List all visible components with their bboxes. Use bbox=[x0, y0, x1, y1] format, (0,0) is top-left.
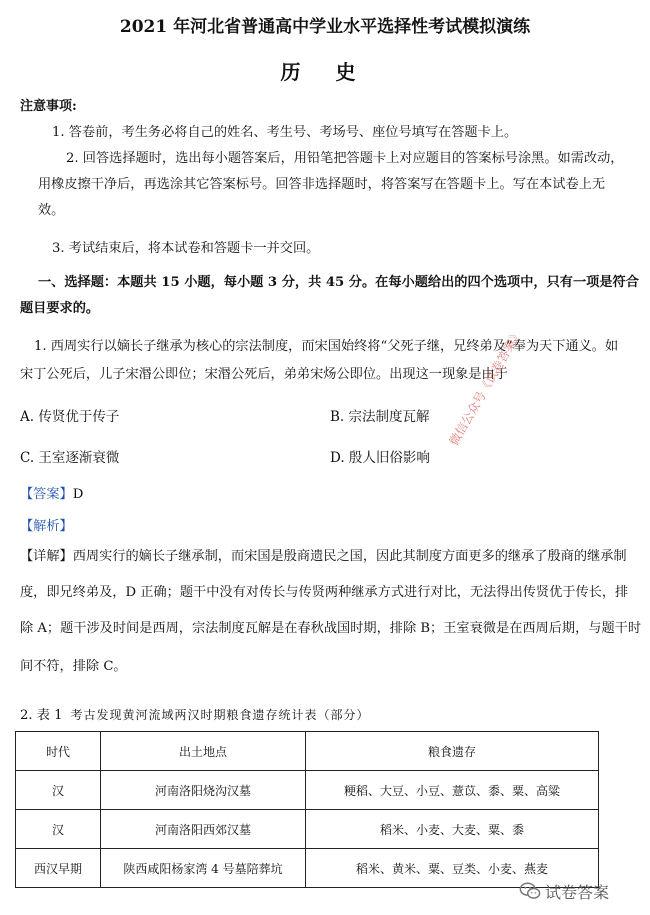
table-cell: 陕西咸阳杨家湾 4 号墓陪葬坑 bbox=[101, 849, 306, 888]
table-cell: 粳稻、大豆、小豆、薏苡、黍、粟、高粱 bbox=[306, 771, 599, 810]
question-1-stem: 1. 西周实行以嫡长子继承为核心的宗法制度，而宋国始终将“父死子继，兄终弟及”奉为天下通义。如 bbox=[34, 339, 619, 354]
notice-item: 3. 考试结束后，将本试卷和答题卡一并交回。 bbox=[52, 241, 320, 256]
detail-text: 西周实行的嫡长子继承制，而宋国是殷商遗民之国，因此其制度方面更多的继承了殷商的继承制 bbox=[72, 549, 627, 564]
notice-item: 1. 答卷前，考生务必将自己的姓名、考生号、考场号、座位号填写在答题卡上。 bbox=[52, 125, 518, 140]
subject-title: 历 史 bbox=[280, 60, 370, 84]
question-1-stem-cont: 宋丁公死后，儿子宋湣公即位；宋湣公死后，弟弟宋炀公即位。出现这一现象是由于 bbox=[20, 367, 508, 382]
option-a: A. 传贤优于传子 bbox=[20, 409, 120, 425]
option-b: B. 宗法制度瓦解 bbox=[330, 409, 430, 425]
table-header-cell: 出土地点 bbox=[101, 732, 306, 771]
table-cell: 汉 bbox=[16, 810, 101, 849]
detail-line: 间不符，排除 C。 bbox=[20, 659, 127, 674]
section-heading-cont: 题目要求的。 bbox=[20, 301, 100, 316]
table-caption: 考古发现黄河流域两汉时期粮食遗存统计表（部分） bbox=[70, 708, 370, 722]
detail-line bbox=[20, 544, 627, 570]
wechat-logo bbox=[519, 874, 644, 908]
table-header-cell: 粮食遗存 bbox=[306, 732, 599, 771]
logo-text: 试卷答案 bbox=[545, 883, 610, 902]
table-row bbox=[16, 771, 599, 810]
table-cell: 河南洛阳烧沟汉墓 bbox=[101, 771, 306, 810]
detail-line: 除 A；题干涉及时间是西周，宗法制度瓦解是在春秋战国时期，排除 B；王室衰微是在西周后期，与题干时 bbox=[20, 621, 642, 636]
notice-item: 2. 回答选择题时，选出每小题答案后，用铅笔把答题卡上对应题目的答案标号涂黑。如需改动， bbox=[66, 151, 624, 166]
answer-tag: 【答案】 bbox=[20, 487, 73, 502]
watermark: 微信公众号《试卷答案》 bbox=[446, 326, 525, 448]
wechat-icon bbox=[519, 880, 541, 902]
option-d: D. 殷人旧俗影响 bbox=[330, 450, 430, 466]
notice-item: 效。 bbox=[38, 203, 65, 218]
grain-table bbox=[15, 731, 599, 888]
detail-tag: 【详解】 bbox=[20, 549, 73, 564]
notice-heading: 注意事项: bbox=[20, 99, 77, 114]
table-header-row bbox=[16, 732, 599, 771]
section-heading: 一、选择题：本题共 15 小题，每小题 3 分，共 45 分。在每小题给出的四个选项中，只有一项是符合 bbox=[38, 275, 639, 290]
table-cell: 稻米、小麦、大麦、粟、黍 bbox=[306, 810, 599, 849]
table-row bbox=[16, 849, 599, 888]
notice-item: 用橡皮擦干净后，再选涂其它答案标号。回答非选择题时，将答案写在答题卡上。写在本试卷上无 bbox=[38, 177, 606, 192]
table-cell: 稻米、黄米、粟、豆类、小麦、燕麦 bbox=[306, 849, 599, 888]
table-cell: 汉 bbox=[16, 771, 101, 810]
page-title: 2021 年河北省普通高中学业水平选择性考试模拟演练 bbox=[119, 17, 531, 37]
table-cell: 河南洛阳西郊汉墓 bbox=[101, 810, 306, 849]
table-row bbox=[16, 810, 599, 849]
question-2-heading bbox=[20, 704, 370, 723]
option-c: C. 王室逐渐衰微 bbox=[20, 450, 120, 466]
answer-value: D bbox=[72, 487, 84, 502]
table-cell: 西汉早期 bbox=[16, 849, 101, 888]
answer-line bbox=[20, 482, 83, 508]
detail-line: 度，即兄终弟及，D 正确；题干中没有对传长与传贤两种继承方式进行对比，无法得出传贤优于传长，排 bbox=[20, 585, 629, 600]
table-header-cell: 时代 bbox=[16, 732, 101, 771]
analysis-tag: 【解析】 bbox=[20, 519, 73, 534]
question-2-number: 2. 表 1 bbox=[20, 708, 63, 723]
